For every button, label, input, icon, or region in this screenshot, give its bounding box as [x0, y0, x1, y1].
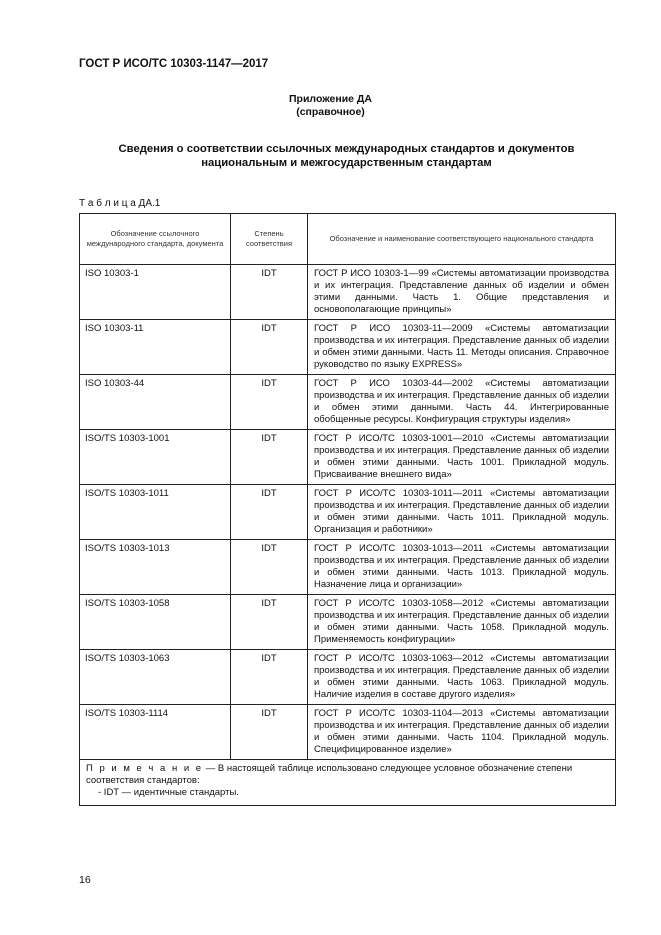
cell-national-standard: ГОСТ Р ИСО 10303-11—2009 «Системы автоматизации производства и их интеграция. Представление данных об изделии и обмен этими данными. Часть 11. Методы описания. Справочное руководство по языку EXPRESS» — [308, 320, 616, 375]
table-row — [80, 430, 616, 485]
cell-degree: IDT — [231, 650, 308, 705]
header-degree: Степень соответствия — [231, 214, 308, 265]
note-item: - IDT — идентичные стандарты. — [98, 787, 239, 798]
cell-international-standard: ISO/TS 10303-1001 — [80, 430, 231, 485]
table-header-row — [80, 214, 616, 265]
table-note — [80, 760, 616, 806]
table-row — [80, 320, 616, 375]
cell-national-standard: ГОСТ Р ИСО/ТС 10303-1104—2013 «Системы автоматизации производства и их интеграция. Представление данных об изделии и обмен этими данными. Часть 1104. Прикладной модуль. Специфицированное изделие» — [308, 705, 616, 760]
page-number: 16 — [79, 874, 91, 886]
cell-international-standard: ISO/TS 10303-1063 — [80, 650, 231, 705]
section-heading: Сведения о соответствии ссылочных международных стандартов и документов национальным и межгосударственным стандартам — [118, 143, 575, 169]
header-national-standard: Обозначение и наименование соответствующего национального стандарта — [308, 214, 616, 265]
cell-national-standard: ГОСТ Р ИСО 10303-44—2002 «Системы автоматизации производства и их интеграция. Представление данных об изделии и обмен этими данными. Часть 44. Интегрированные обобщенные ресурсы. Конфигурация структуры изделия» — [308, 375, 616, 430]
cell-degree: IDT — [231, 430, 308, 485]
table-note-row — [80, 760, 616, 806]
document-code: ГОСТ Р ИСО/ТС 10303-1147—2017 — [79, 58, 269, 70]
cell-national-standard: ГОСТ Р ИСО/ТС 10303-1063—2012 «Системы автоматизации производства и их интеграция. Представление данных об изделии и обмен этими данными. Часть 1063. Прикладной модуль. Наличие изделия в составе другого изделия» — [308, 650, 616, 705]
cell-degree: IDT — [231, 485, 308, 540]
cell-international-standard: ISO 10303-44 — [80, 375, 231, 430]
cell-national-standard: ГОСТ Р ИСО 10303-1—99 «Системы автоматизации производства и их интеграция. Представление данных об изделии и обмен этими данными. Часть 1. Общие представления и основополагающие принципы» — [308, 265, 616, 320]
cell-degree: IDT — [231, 375, 308, 430]
table-row — [80, 650, 616, 705]
cell-international-standard: ISO/TS 10303-1011 — [80, 485, 231, 540]
table-row — [80, 265, 616, 320]
annex-title: Приложение ДА — [289, 93, 372, 105]
table-row — [80, 705, 616, 760]
cell-international-standard: ISO 10303-1 — [80, 265, 231, 320]
cell-international-standard: ISO 10303-11 — [80, 320, 231, 375]
header-international-standard: Обозначение ссылочного международного стандарта, документа — [80, 214, 231, 265]
correspondence-table — [79, 213, 616, 806]
cell-degree: IDT — [231, 265, 308, 320]
cell-national-standard: ГОСТ Р ИСО/ТС 10303-1011—2011 «Системы автоматизации производства и их интеграция. Представление данных об изделии и обмен этими данными. Часть 1011. Прикладной модуль. Организация и работники» — [308, 485, 616, 540]
cell-international-standard: ISO/TS 10303-1058 — [80, 595, 231, 650]
annex-subtitle: (справочное) — [296, 106, 365, 118]
cell-international-standard: ISO/TS 10303-1013 — [80, 540, 231, 595]
table-row — [80, 540, 616, 595]
cell-international-standard: ISO/TS 10303-1114 — [80, 705, 231, 760]
note-keyword: П р и м е ч а н и е — [86, 763, 204, 774]
cell-national-standard: ГОСТ Р ИСО/ТС 10303-1058—2012 «Системы автоматизации производства и их интеграция. Представление данных об изделии и обмен этими данными. Часть 1058. Прикладной модуль. Применяемость конфигурации» — [308, 595, 616, 650]
table-row — [80, 595, 616, 650]
cell-degree: IDT — [231, 320, 308, 375]
cell-degree: IDT — [231, 705, 308, 760]
table-row — [80, 375, 616, 430]
cell-national-standard: ГОСТ Р ИСО/ТС 10303-1013—2011 «Системы автоматизации производства и их интеграция. Представление данных об изделии и обмен этими данными. Часть 1013. Прикладной модуль. Назначение лица и организации» — [308, 540, 616, 595]
annex-title-block — [0, 93, 661, 119]
table-body — [80, 265, 616, 760]
cell-national-standard: ГОСТ Р ИСО/ТС 10303-1001—2010 «Системы автоматизации производства и их интеграция. Представление данных об изделии и обмен этими данными. Часть 1001. Прикладной модуль. Присваивание внешнего вида» — [308, 430, 616, 485]
table-caption: Т а б л и ц а ДА.1 — [79, 198, 161, 209]
table-row — [80, 485, 616, 540]
cell-degree: IDT — [231, 540, 308, 595]
cell-degree: IDT — [231, 595, 308, 650]
note-text: — В настоящей таблице использовано следующее условное обозначение степени соответствия стандартов: — [86, 763, 573, 786]
